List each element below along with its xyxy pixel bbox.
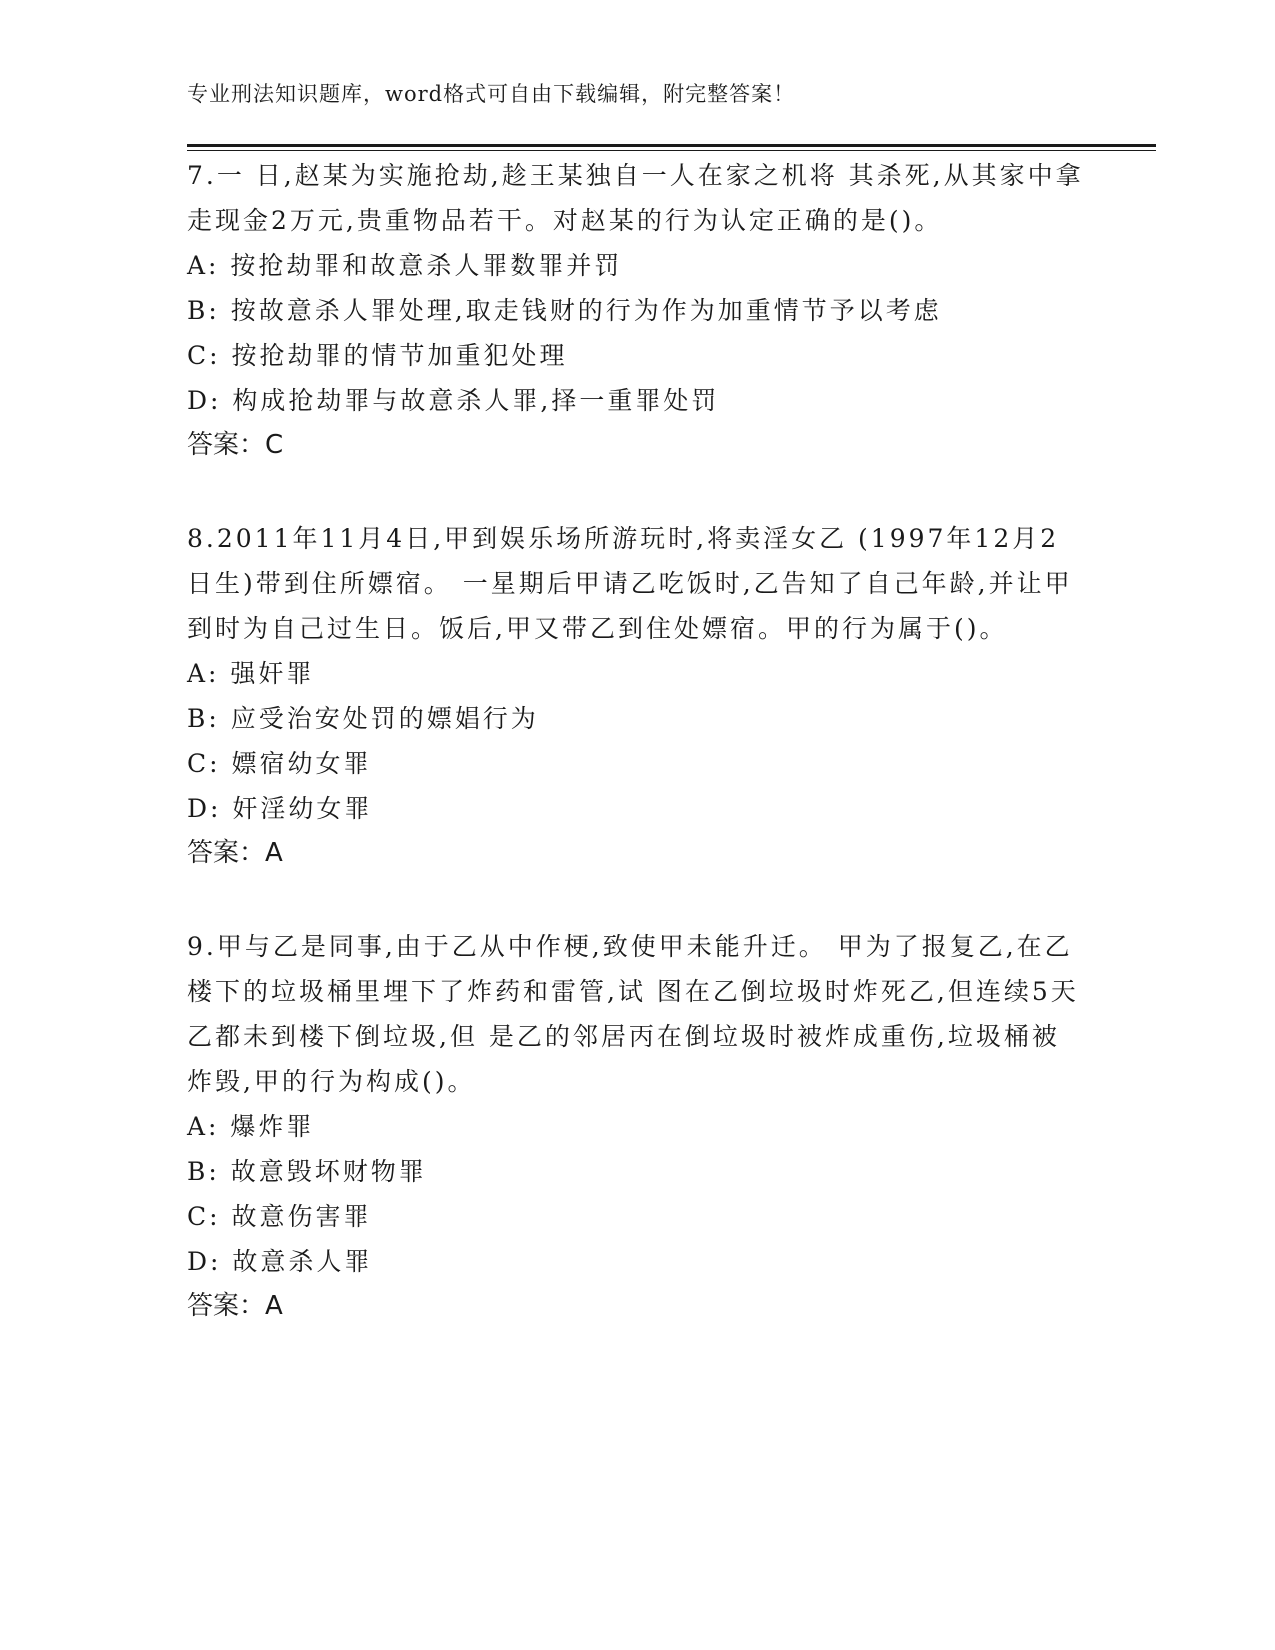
option-a: A: 爆炸罪 — [187, 1112, 315, 1141]
question-9 — [187, 924, 1087, 1329]
option-d: D: 故意杀人罪 — [187, 1247, 373, 1276]
option-c: C: 按抢劫罪的情节加重犯处理 — [187, 341, 568, 370]
question-list — [187, 153, 1087, 1377]
option-b: B: 按故意杀人罪处理,取走钱财的行为作为加重情节予以考虑 — [187, 296, 942, 325]
option-d: D: 构成抢劫罪与故意杀人罪,择一重罪处罚 — [187, 386, 720, 415]
question-text: 8.2011年11月4日,甲到娱乐场所游玩时,将卖淫女乙 (1997年12月2日生)带到住所嫖宿。 一星期后甲请乙吃饭时,乙告知了自己年龄,并让甲到时为自己过生日。饭后,甲又带乙到住处嫖宿。甲的行为属于()。 — [187, 524, 1073, 643]
answer: 答案：C — [187, 430, 284, 460]
answer: 答案：A — [187, 838, 283, 868]
option-c: C: 嫖宿幼女罪 — [187, 749, 372, 778]
option-c: C: 故意伤害罪 — [187, 1202, 372, 1231]
option-b: B: 故意毁坏财物罪 — [187, 1157, 427, 1186]
header-rule-thick — [187, 144, 1156, 147]
question-8 — [187, 516, 1087, 876]
option-d: D: 奸淫幼女罪 — [187, 794, 373, 823]
answer: 答案：A — [187, 1291, 283, 1321]
page-header: 专业刑法知识题库，word格式可自由下载编辑，附完整答案！ — [187, 82, 796, 106]
question-7 — [187, 153, 1087, 468]
header-rule-thin — [187, 150, 1156, 151]
option-b: B: 应受治安处罚的嫖娼行为 — [187, 704, 539, 733]
option-a: A: 按抢劫罪和故意杀人罪数罪并罚 — [187, 251, 623, 280]
question-text: 7.一 日,赵某为实施抢劫,趁王某独自一人在家之机将 其杀死,从其家中拿走现金2万元,贵重物品若干。对赵某的行为认定正确的是()。 — [187, 161, 1084, 235]
question-text: 9.甲与乙是同事,由于乙从中作梗,致使甲未能升迁。 甲为了报复乙,在乙楼下的垃圾桶里埋下了炸药和雷管,试 图在乙倒垃圾时炸死乙,但连续5天乙都未到楼下倒垃圾,但 是乙的邻居丙在倒垃圾时被炸成重伤,垃圾桶被炸毁,甲的行为构成()。 — [187, 932, 1079, 1096]
option-a: A: 强奸罪 — [187, 659, 315, 688]
